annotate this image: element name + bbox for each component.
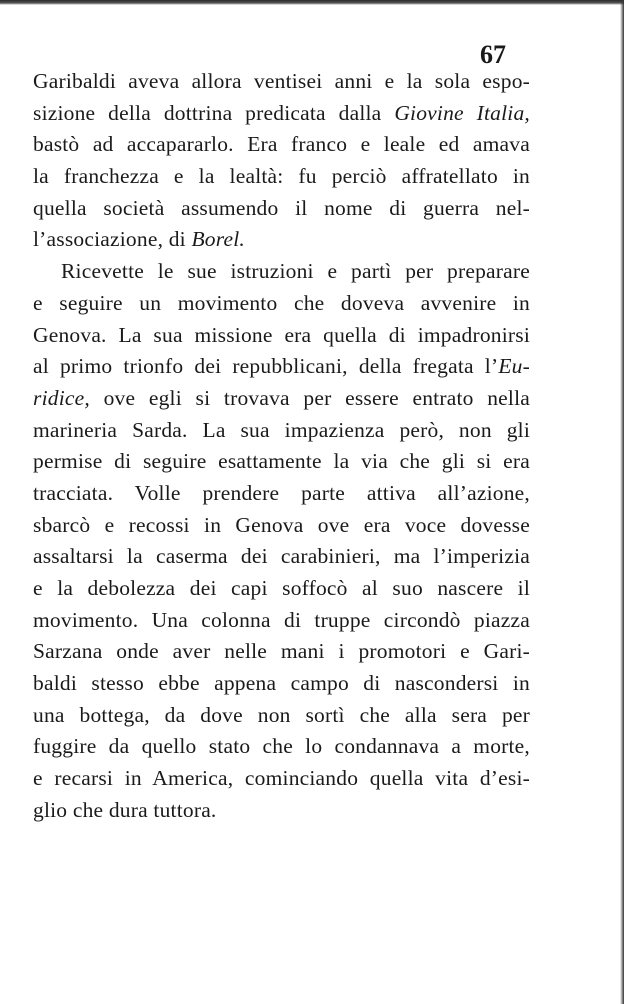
text-run: movimento. Una colonna di truppe circondò piazza [33, 607, 530, 632]
text-run: Genova. La sua missione era quella di impadronirsi [33, 322, 530, 347]
text-line [33, 446, 530, 478]
text-run: ove egli si trovava per essere entrato nella [89, 385, 530, 410]
text-line [33, 288, 530, 320]
text-line [33, 636, 530, 668]
text-run: e la debolezza dei capi soffocò al suo nascere il [33, 576, 530, 600]
text-run: fuggire da quello stato che lo condannava a morte, [33, 734, 530, 759]
text-line [33, 98, 530, 130]
text-run: quella società assumendo il nome di guerra nel- [33, 195, 530, 220]
text-run: sbarcò e recossi in Genova ove era voce dovesse [33, 512, 530, 537]
text-run: sizione della dottrina predicata dalla [33, 100, 395, 125]
text-line [33, 478, 530, 510]
text-run: baldi stesso ebbe appena campo di nascondersi in [33, 671, 530, 696]
italic-text: Eu- [498, 354, 530, 379]
text-line [33, 795, 530, 827]
page-number: 67 [480, 40, 506, 69]
text-run: permise di seguire esattamente la via che gli si era [33, 449, 530, 474]
text-run: assaltarsi la caserma dei carabinieri, ma l’imperizia [33, 544, 530, 569]
text-line [33, 129, 530, 161]
text-line [33, 224, 530, 256]
text-line [33, 700, 530, 732]
text-run: la franchezza e la lealtà: fu perciò affratellato in [33, 164, 530, 189]
text-line [33, 415, 530, 447]
text-line [33, 193, 530, 225]
text-run: l’associazione, di [33, 227, 192, 252]
text-line [33, 573, 530, 605]
body-text [33, 66, 530, 827]
page-right-edge [620, 0, 624, 1004]
text-line [33, 731, 530, 763]
text-run: Garibaldi aveva allora ventisei anni e la sola espo- [33, 69, 530, 93]
text-line [33, 605, 530, 637]
text-line [33, 541, 530, 573]
text-run: al primo trionfo dei repubblicani, della fregata l’ [33, 354, 499, 379]
page-top-edge [0, 0, 624, 5]
text-line [33, 668, 530, 700]
text-run: e recarsi in America, cominciando quella vita d’esi- [33, 766, 530, 791]
text-line [33, 66, 530, 98]
text-run: tracciata. Volle prendere parte attiva all’azione, [33, 480, 530, 505]
text-run: e seguire un movimento che doveva avvenire in [33, 290, 530, 315]
italic-text: ridice, [33, 385, 90, 410]
text-run: Sarzana onde aver nelle mani i promotori e Gari- [33, 639, 530, 664]
text-line [33, 320, 530, 352]
text-line [33, 763, 530, 795]
text-run: Ricevette le sue istruzioni e partì per preparare [61, 259, 530, 284]
text-run: una bottega, da dove non sortì che alla sera per [33, 702, 530, 727]
text-line [33, 256, 530, 288]
text-line [33, 161, 530, 193]
text-run: glio che dura tuttora. [33, 797, 217, 822]
text-run: bastò ad accapararlo. Era franco e leale ed amava [33, 132, 530, 157]
text-line [33, 351, 530, 383]
text-run: marineria Sarda. La sua impazienza però, non gli [33, 417, 530, 442]
text-line [33, 510, 530, 542]
italic-text: Giovine Italia, [394, 100, 531, 125]
italic-text: Borel. [191, 227, 245, 252]
text-line [33, 383, 530, 415]
